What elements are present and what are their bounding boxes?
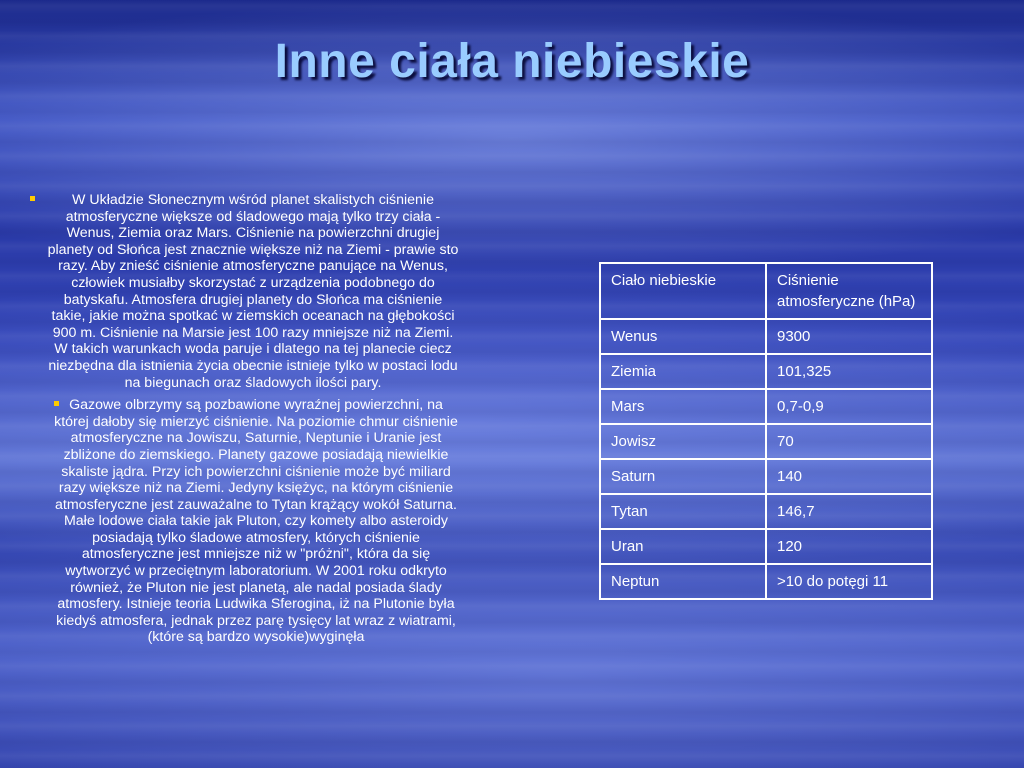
table-cell: >10 do potęgi 11 (766, 564, 932, 599)
table-cell: 101,325 (766, 354, 932, 389)
table-cell: Saturn (600, 459, 766, 494)
table-cell: 140 (766, 459, 932, 494)
table-row (600, 354, 932, 389)
bullet-paragraph (30, 397, 460, 646)
table-row (600, 389, 932, 424)
table-cell: 0,7-0,9 (766, 389, 932, 424)
bullet-paragraph (30, 192, 460, 391)
table-row (600, 424, 932, 459)
square-bullet-icon (30, 196, 35, 201)
table-cell: Uran (600, 529, 766, 564)
pressure-table (599, 262, 933, 600)
table-cell: Wenus (600, 319, 766, 354)
table-header-cell: Ciśnienie atmosferyczne (hPa) (766, 263, 932, 319)
table-row (600, 494, 932, 529)
table-row (600, 529, 932, 564)
slide-title: Inne ciała niebieskie (274, 35, 750, 88)
table-row (600, 564, 932, 599)
table-cell: Jowisz (600, 424, 766, 459)
body-text (30, 192, 460, 652)
bullet-text: W Układzie Słonecznym wśród planet skalistych ciśnienie atmosferyczne większe od śladowego mają tylko trzy ciała - Wenus, Ziemia oraz Mars. Ciśnienie na powierzchni drugiej planety od Słońca jest znacznie większe niż na Ziemi - prawie sto razy. Aby znieść ciśnienie atmosferyczne panujące na Wenus, człowiek musiałby skorzystać z urządzenia podobnego do batyskafu. Atmosfera drugiej planety do Słońca ma ciśnienie takie, jakie można spotkać w ziemskich oceanach na głębokości 900 m. Ciśnienie na Marsie jest 100 razy mniejsze niż na Ziemi. W takich warunkach woda paruje i dlatego na tej planecie ciecz niezbędna dla istnienia życia obecnie istnieje tylko w postaci lodu na biegunach oraz śladowych ilości pary. (47, 192, 459, 391)
table-cell: 70 (766, 424, 932, 459)
bullet-text: Gazowe olbrzymy są pozbawione wyraźnej powierzchni, na której dałoby się mierzyć ciśnienie. Na poziomie chmur ciśnienie atmosferyczne na Jowiszu, Saturnie, Neptunie i Uranie jest zbliżone do ziemskiego. Planety gazowe posiadają niewielkie skaliste jądra. Przy ich powierzchni ciśnienie może być miliard razy większe niż na Ziemi. Jedyny księżyc, na którym ciśnienie atmosferyczne jest zauważalne to Tytan krążący wokół Saturna. Małe lodowe ciała takie jak Pluton, czy komety albo asteroidy posiadają tylko śladowe atmosfery, których ciśnienie atmosferyczne jest mniejsze niż w "próżni", która da się wytworzyć w przeciętnym laboratorium. W 2001 roku odkryto również, że Pluton nie jest planetą, ale nadal posiada ślady atmosfery. Istnieje teoria Ludwika Sferogina, iż na Plutonie była kiedyś atmosfera, jednak przez parę tysięcy lat wraz z wiatrami, (które są bardzo wysokie)wyginęła (54, 397, 458, 646)
table-cell: 120 (766, 529, 932, 564)
table-cell: 9300 (766, 319, 932, 354)
table-cell: Tytan (600, 494, 766, 529)
table-header-cell: Ciało niebieskie (600, 263, 766, 319)
table-cell: 146,7 (766, 494, 932, 529)
table-cell: Ziemia (600, 354, 766, 389)
table-cell: Neptun (600, 564, 766, 599)
table-cell: Mars (600, 389, 766, 424)
square-bullet-icon (54, 401, 59, 406)
table-header-row (600, 263, 932, 319)
table-row (600, 319, 932, 354)
table-row (600, 459, 932, 494)
